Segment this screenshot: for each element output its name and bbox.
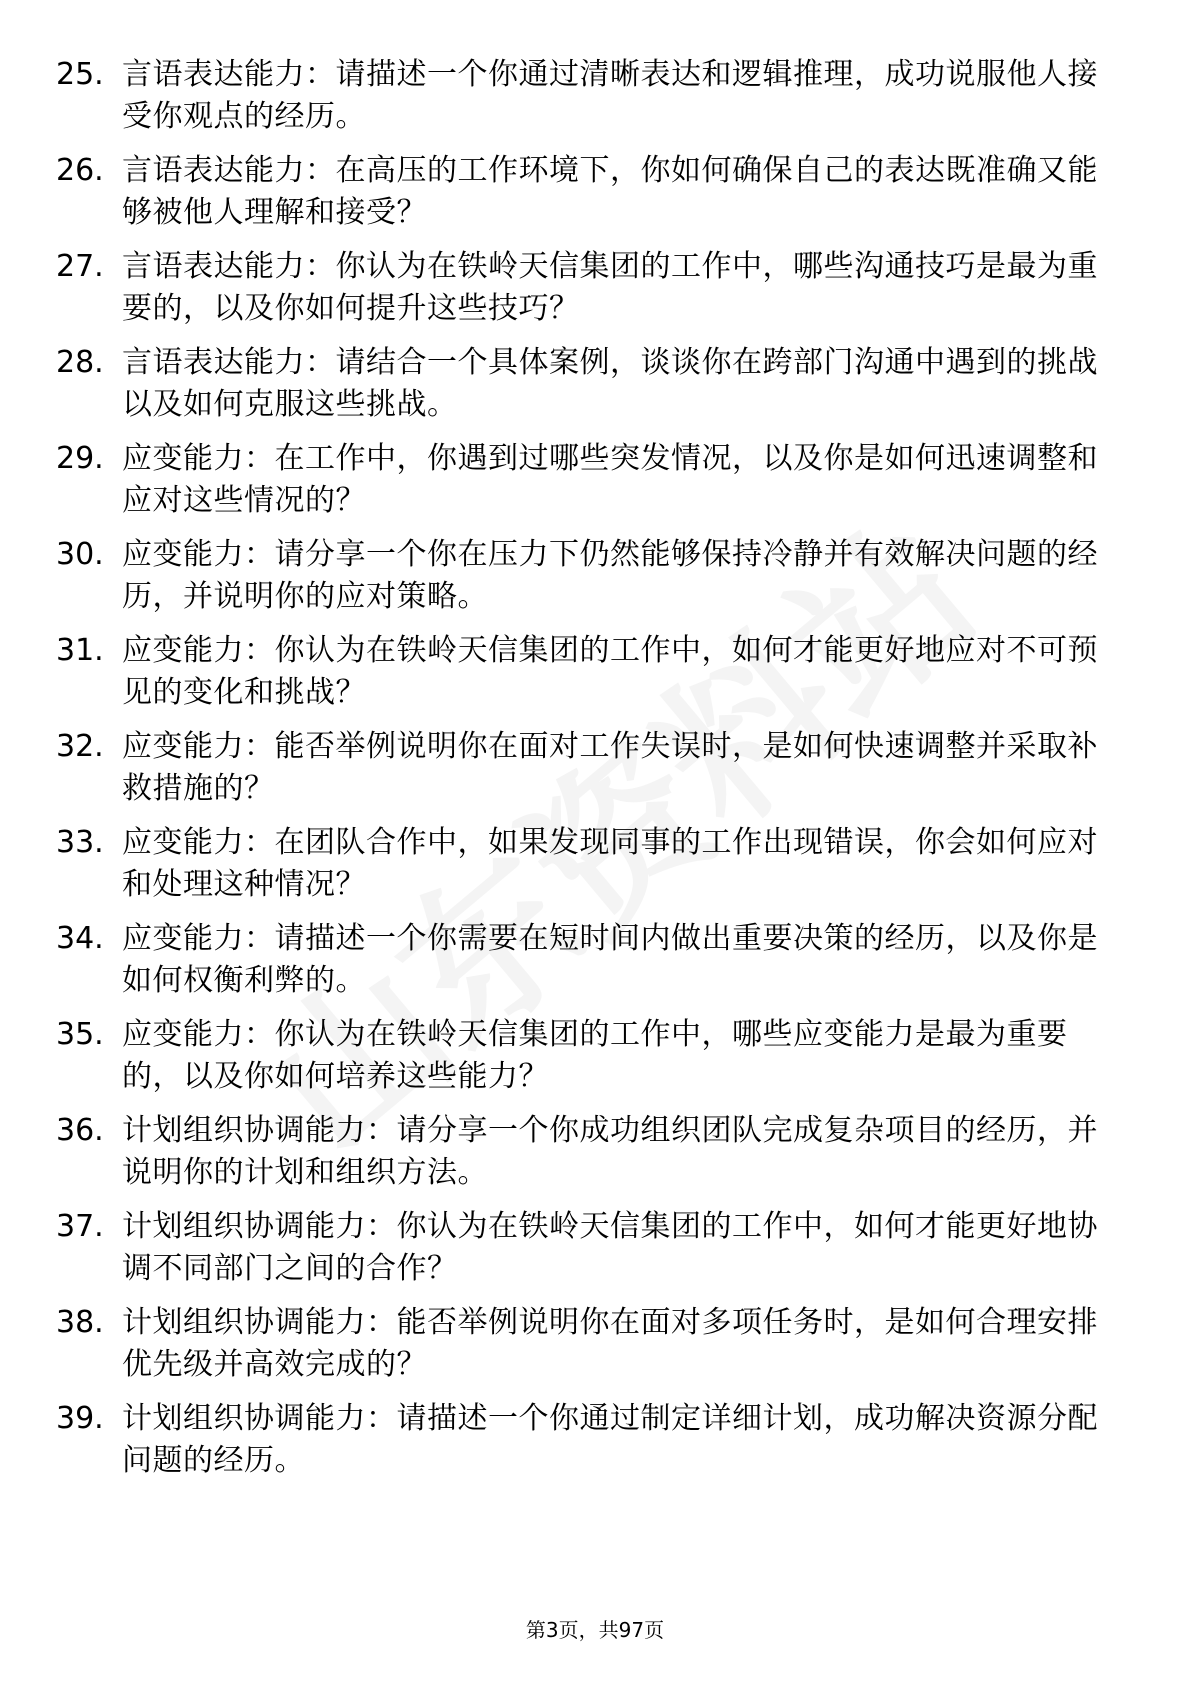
list-item (56, 438, 1126, 522)
list-item (56, 150, 1126, 234)
question-text: 应变能力：在工作中，你遇到过哪些突发情况，以及你是如何迅速调整和应对这些情况的？ (122, 441, 1098, 518)
list-item (56, 54, 1126, 138)
page-footer: 第3页，共97页 (525, 1618, 665, 1642)
question-text: 应变能力：你认为在铁岭天信集团的工作中，如何才能更好地应对不可预见的变化和挑战？ (122, 633, 1098, 710)
question-number: 28. (56, 345, 104, 380)
question-text: 计划组织协调能力：能否举例说明你在面对多项任务时，是如何合理安排优先级并高效完成的？ (122, 1305, 1098, 1382)
question-text: 计划组织协调能力：请分享一个你成功组织团队完成复杂项目的经历，并说明你的计划和组织方法。 (122, 1113, 1098, 1190)
question-number: 39. (56, 1401, 104, 1436)
question-number: 34. (56, 921, 104, 956)
question-text: 计划组织协调能力：你认为在铁岭天信集团的工作中，如何才能更好地协调不同部门之间的合作？ (122, 1209, 1098, 1286)
question-number: 25. (56, 57, 104, 92)
list-item (56, 1110, 1126, 1194)
question-text: 言语表达能力：请描述一个你通过清晰表达和逻辑推理，成功说服他人接受你观点的经历。 (122, 57, 1098, 134)
list-item (56, 1014, 1126, 1098)
question-number: 26. (56, 153, 104, 188)
list-item (56, 1302, 1126, 1386)
question-text: 应变能力：请分享一个你在压力下仍然能够保持冷静并有效解决问题的经历，并说明你的应对策略。 (122, 537, 1098, 614)
list-item (56, 534, 1126, 618)
list-item (56, 726, 1126, 810)
list-item (56, 246, 1126, 330)
question-number: 31. (56, 633, 104, 668)
question-text: 言语表达能力：你认为在铁岭天信集团的工作中，哪些沟通技巧是最为重要的，以及你如何提升这些技巧？ (122, 249, 1098, 326)
question-number: 27. (56, 249, 104, 284)
question-text: 应变能力：能否举例说明你在面对工作失误时，是如何快速调整并采取补救措施的？ (122, 729, 1098, 806)
question-list (56, 54, 1126, 1494)
question-number: 30. (56, 537, 104, 572)
question-text: 计划组织协调能力：请描述一个你通过制定详细计划，成功解决资源分配问题的经历。 (122, 1401, 1098, 1478)
list-item (56, 822, 1126, 906)
list-item (56, 1398, 1126, 1482)
question-text: 应变能力：请描述一个你需要在短时间内做出重要决策的经历，以及你是如何权衡利弊的。 (122, 921, 1098, 998)
list-item (56, 1206, 1126, 1290)
question-number: 33. (56, 825, 104, 860)
list-item (56, 630, 1126, 714)
question-number: 37. (56, 1209, 104, 1244)
list-item (56, 342, 1126, 426)
question-number: 32. (56, 729, 104, 764)
question-number: 36. (56, 1113, 104, 1148)
question-text: 应变能力：你认为在铁岭天信集团的工作中，哪些应变能力是最为重要的，以及你如何培养这些能力？ (122, 1017, 1068, 1094)
question-number: 38. (56, 1305, 104, 1340)
question-text: 言语表达能力：请结合一个具体案例，谈谈你在跨部门沟通中遇到的挑战以及如何克服这些挑战。 (122, 345, 1098, 422)
question-text: 言语表达能力：在高压的工作环境下，你如何确保自己的表达既准确又能够被他人理解和接受？ (122, 153, 1098, 230)
list-item (56, 918, 1126, 1002)
question-number: 35. (56, 1017, 104, 1052)
question-text: 应变能力：在团队合作中，如果发现同事的工作出现错误，你会如何应对和处理这种情况？ (122, 825, 1098, 902)
question-number: 29. (56, 441, 104, 476)
